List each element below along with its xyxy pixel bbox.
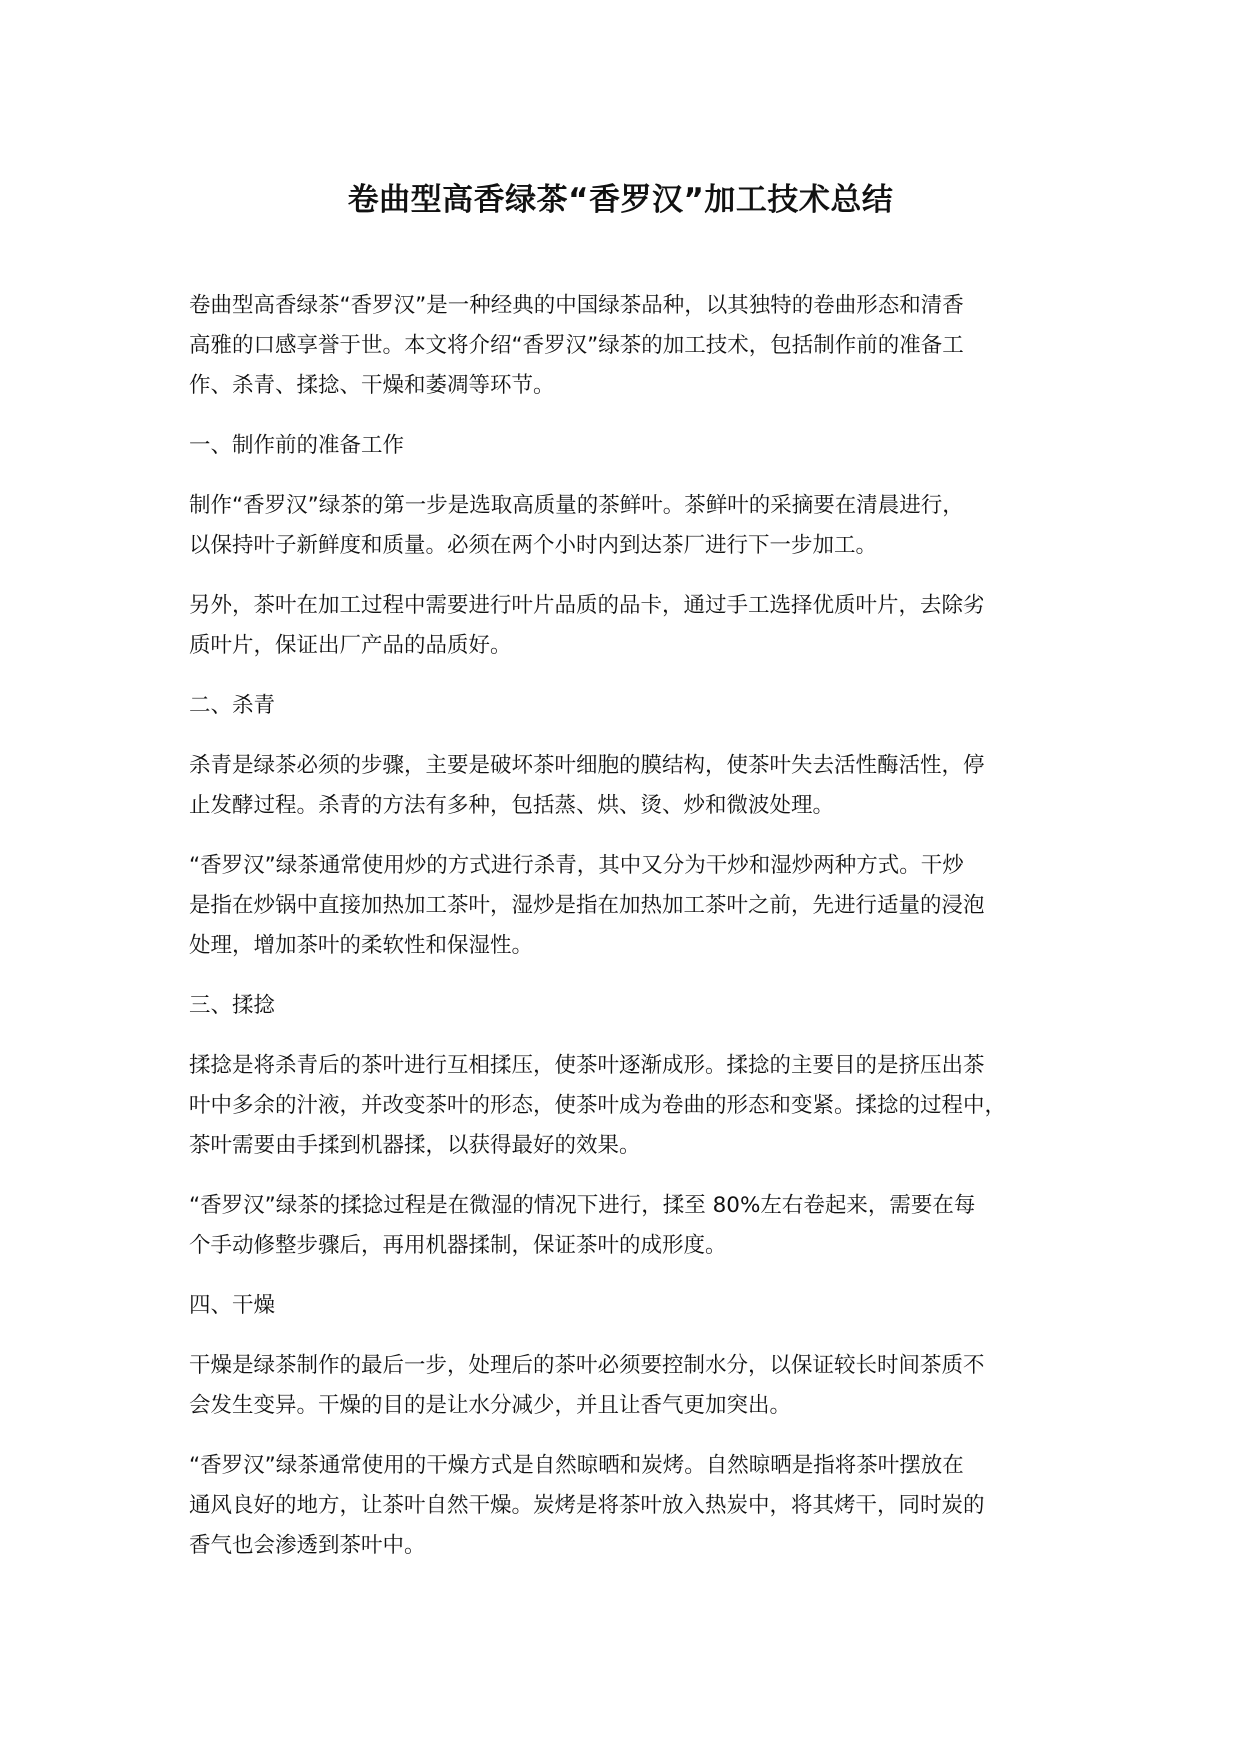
paragraph-line: 制作“香罗汉”绿茶的第一步是选取高质量的茶鲜叶。茶鲜叶的采摘要在清晨进行， [189,493,964,518]
paragraph-line: 香气也会渗透到茶叶中。 [189,1533,426,1558]
paragraph [189,586,1079,666]
paragraph-line: 质叶片，保证出厂产品的品质好。 [189,633,512,658]
paragraph-line: 卷曲型高香绿茶“香罗汉”是一种经典的中国绿茶品种，以其独特的卷曲形态和清香 [189,293,964,318]
paragraph-line: “香罗汉”绿茶通常使用炒的方式进行杀青，其中又分为干炒和湿炒两种方式。干炒 [189,853,964,878]
paragraph [189,486,1079,566]
paragraph-line: 止发酵过程。杀青的方法有多种，包括蒸、烘、烫、炒和微波处理。 [189,793,835,818]
paragraph [189,1446,1079,1566]
section-heading: 三、揉捻 [189,993,276,1018]
paragraph-line: 是指在炒锅中直接加热加工茶叶，湿炒是指在加热加工茶叶之前，先进行适量的浸泡 [189,893,985,918]
paragraph-line: 以保持叶子新鲜度和质量。必须在两个小时内到达茶厂进行下一步加工。 [189,533,878,558]
paragraph-line: 揉捻是将杀青后的茶叶进行互相揉压，使茶叶逐渐成形。揉捻的主要目的是挤压出茶 [189,1053,985,1078]
paragraph [189,286,1079,406]
section-heading: 二、杀青 [189,693,276,718]
paragraph-line: 另外，茶叶在加工过程中需要进行叶片品质的品卡，通过手工选择优质叶片，去除劣 [189,593,985,618]
paragraph-line: 个手动修整步骤后，再用机器揉制，保证茶叶的成形度。 [189,1233,727,1258]
paragraph-line: 通风良好的地方，让茶叶自然干燥。炭烤是将茶叶放入热炭中，将其烤干，同时炭的 [189,1493,985,1518]
paragraph-line: 叶中多余的汁液，并改变茶叶的形态，使茶叶成为卷曲的形态和变紧。揉捻的过程中， [189,1093,1007,1118]
paragraph-line: 茶叶需要由手揉到机器揉，以获得最好的效果。 [189,1133,641,1158]
paragraph [189,846,1079,966]
paragraph [189,746,1079,826]
paragraph-line: 高雅的口感享誉于世。本文将介绍“香罗汉”绿茶的加工技术，包括制作前的准备工 [189,333,964,358]
document-title: 卷曲型高香绿茶“香罗汉”加工技术总结 [347,182,894,218]
paragraph-line: 干燥是绿茶制作的最后一步，处理后的茶叶必须要控制水分，以保证较长时间茶质不 [189,1353,985,1378]
section-heading: 四、干燥 [189,1293,276,1318]
paragraph [189,1186,1079,1266]
paragraph [189,1346,1079,1426]
paragraph-line: 会发生变异。干燥的目的是让水分减少，并且让香气更加突出。 [189,1393,792,1418]
document-body [189,286,1079,1586]
paragraph-line: 处理，增加茶叶的柔软性和保湿性。 [189,933,534,958]
section-heading: 一、制作前的准备工作 [189,433,405,458]
paragraph-line: 杀青是绿茶必须的步骤，主要是破坏茶叶细胞的膜结构，使茶叶失去活性酶活性，停 [189,753,985,778]
paragraph-line: “香罗汉”绿茶通常使用的干燥方式是自然晾晒和炭烤。自然晾晒是指将茶叶摆放在 [189,1453,964,1478]
paragraph [189,1046,1079,1166]
paragraph-line: 作、杀青、揉捻、干燥和萎凋等环节。 [189,373,555,398]
paragraph-line: “香罗汉”绿茶的揉捻过程是在微湿的情况下进行，揉至 80%左右卷起来，需要在每 [189,1193,976,1218]
